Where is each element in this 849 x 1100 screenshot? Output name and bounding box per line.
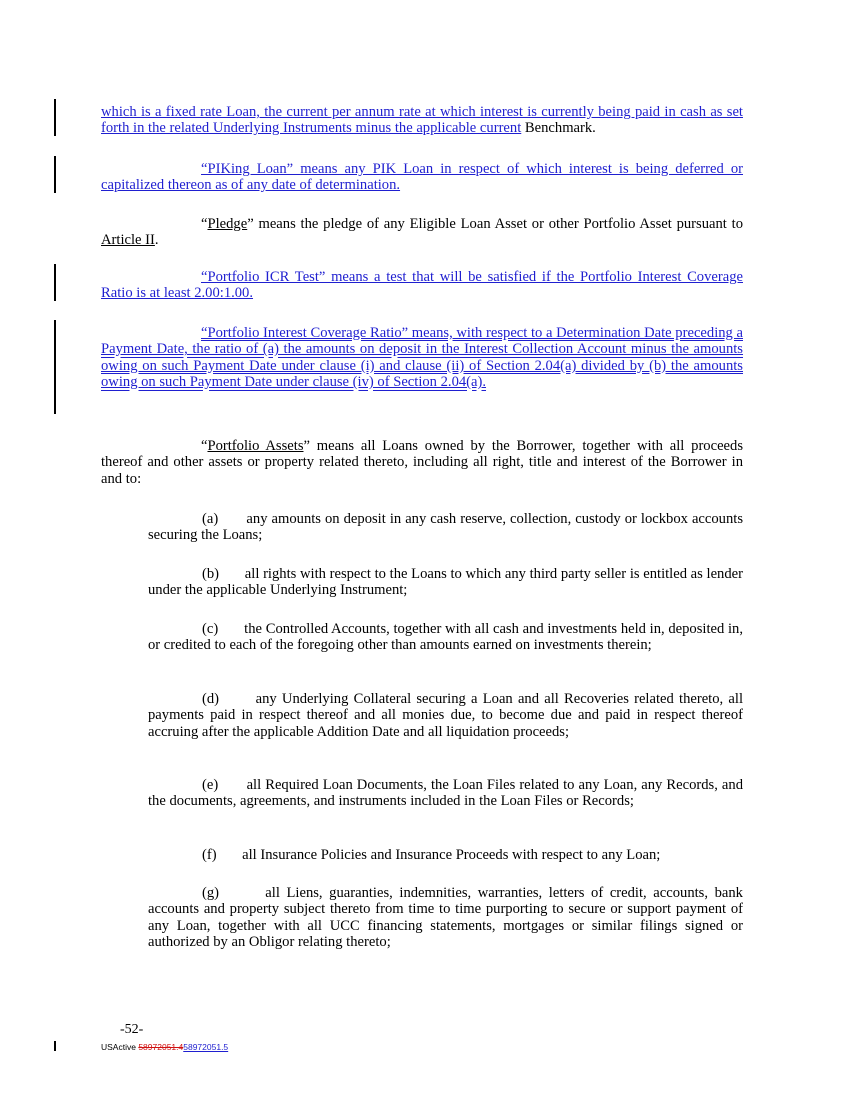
open-quote: “	[201, 216, 208, 232]
list-item-d	[148, 691, 743, 740]
list-item-b	[148, 566, 743, 599]
change-bar	[54, 264, 56, 301]
item-label: (g)	[202, 885, 220, 901]
paragraph-portfolio-assets	[101, 438, 743, 487]
text: Benchmark.	[521, 120, 596, 137]
deleted-doc-id: 58972051.4	[138, 1042, 184, 1052]
paragraph-portfolio-interest-coverage-ratio	[101, 325, 743, 391]
change-bar	[54, 1041, 56, 1051]
item-text: all rights with respect to the Loans to which any third party seller is entitled as lender under the applicable Underlying Instrument;	[148, 566, 743, 599]
page-number: -52-	[120, 1022, 144, 1037]
text: ” means the pledge of any Eligible Loan Asset or other Portfolio Asset pursuant to	[247, 216, 743, 232]
inserted-doc-id: 58972051.5	[183, 1042, 229, 1052]
item-text: all Insurance Policies and Insurance Proceeds with respect to any Loan;	[242, 847, 661, 863]
item-label: (a)	[202, 511, 219, 527]
open-quote: “	[201, 438, 208, 454]
item-text: all Liens, guaranties, indemnities, warranties, letters of credit, accounts, bank accounts and property subject thereto from time to time purporting to secure or support payment of any Loan, together with all UCC financing statements, mortgages or similar filings signed or authorized by an Obligor relating thereto;	[148, 885, 743, 951]
list-item-e	[148, 777, 743, 810]
list-item-c	[148, 621, 743, 654]
item-label: (e)	[202, 777, 219, 793]
defined-term: Pledge	[207, 216, 248, 232]
inserted-text: “Portfolio ICR Test” means a test that will be satisfied if the Portfolio Interest Coverage Ratio is at least 2.00:1.00.	[101, 269, 743, 302]
item-label: (c)	[202, 621, 219, 637]
inserted-text: which is a fixed rate Loan, the current per annum rate at which interest is currently being paid in cash as set forth in the related Underlying Instruments minus the applicable current	[101, 104, 743, 137]
item-text: all Required Loan Documents, the Loan Files related to any Loan, any Records, and the documents, agreements, and instruments included in the Loan Files or Records;	[148, 777, 743, 810]
paragraph-portfolio-icr-test	[101, 269, 743, 302]
defined-term: Portfolio Assets	[207, 438, 304, 454]
list-item-f	[148, 847, 743, 863]
document-id	[101, 1042, 228, 1052]
item-label: (b)	[202, 566, 220, 582]
item-text: any amounts on deposit in any cash reserve, collection, custody or lockbox accounts securing the Loans;	[148, 511, 743, 544]
doc-prefix: USActive	[101, 1042, 139, 1052]
item-text: any Underlying Collateral securing a Loan and all Recoveries related thereto, all payments paid in respect thereof and all monies due, to become due and paid in respect thereof accruing after the applicable Addition Date and all liquidation proceeds;	[148, 691, 743, 740]
inserted-text: “Portfolio Interest Coverage Ratio” means, with respect to a Determination Date preceding a Payment Date, the ratio of (a) the amounts on deposit in the Interest Collection Account minus the amounts owing on such Payment Date under clause (i) and clause (ii) of Section 2.04(a) divided by (b) the amounts owing on such Payment Date under clause (iv) of Section 2.04(a).	[101, 325, 743, 391]
item-label: (d)	[202, 691, 220, 707]
change-bar	[54, 320, 56, 414]
change-bar	[54, 156, 56, 193]
paragraph-pledge	[101, 216, 743, 249]
item-label: (f)	[202, 847, 217, 863]
list-item-g	[148, 885, 743, 951]
list-item-a	[148, 511, 743, 544]
change-bar	[54, 99, 56, 136]
text-end: .	[154, 232, 159, 249]
paragraph-piking-loan	[101, 161, 743, 194]
item-text: the Controlled Accounts, together with all cash and investments held in, deposited in, or credited to each of the foregoing other than amounts earned on investments therein;	[148, 621, 744, 654]
text: ” means all Loans owned by the Borrower, together with all proceeds thereof and other assets or property related thereto, including all right, title and interest of the Borrower in and to:	[101, 438, 744, 487]
paragraph-fixed-rate	[101, 104, 743, 137]
article-reference-link[interactable]: Article II	[101, 232, 155, 249]
inserted-text: “PIKing Loan” means any PIK Loan in respect of which interest is being deferred or capitalized thereon as of any date of determination.	[101, 161, 743, 194]
